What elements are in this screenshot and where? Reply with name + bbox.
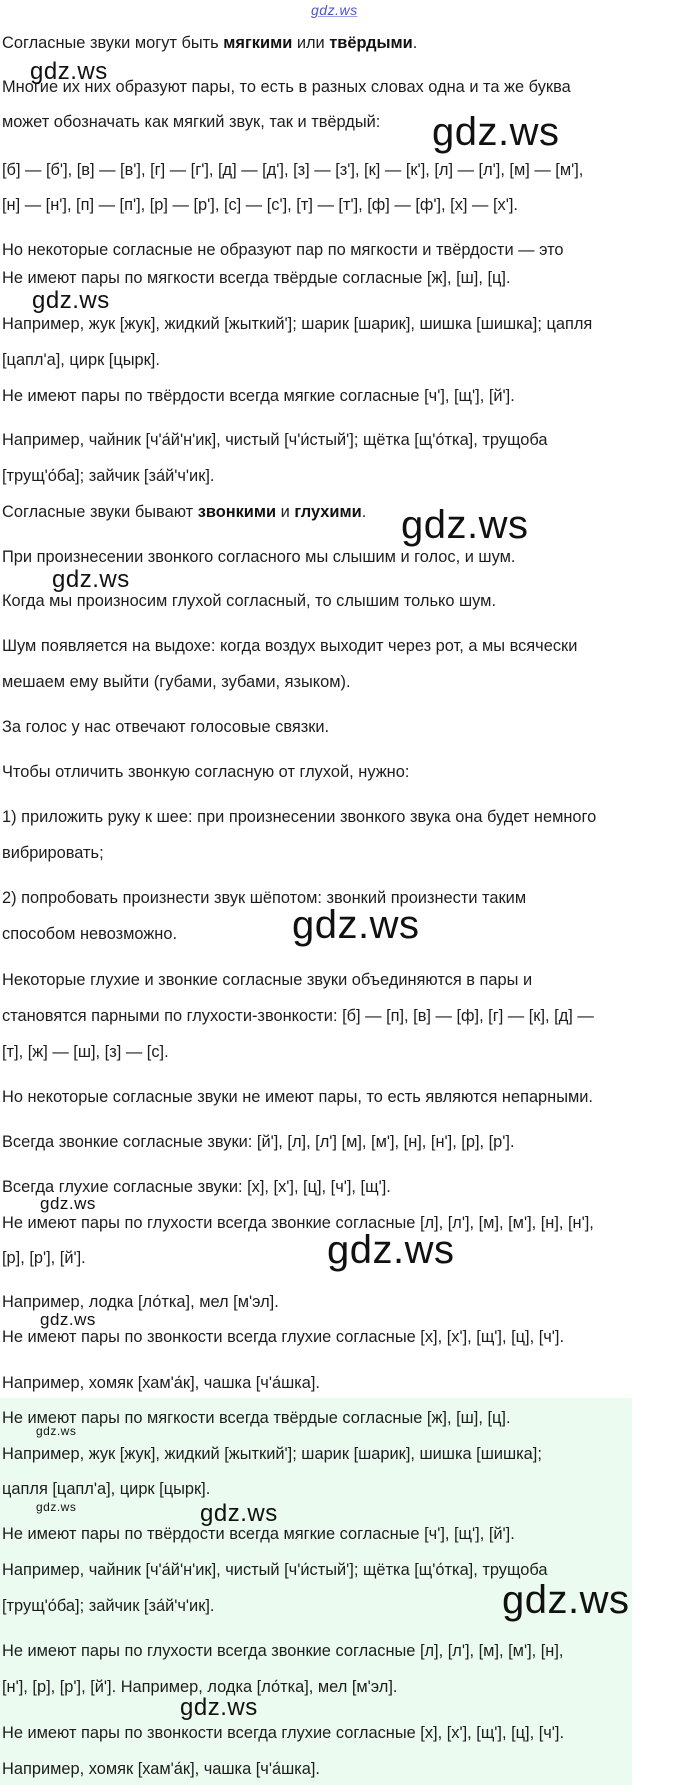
text-line: Когда мы произносим глухой согласный, то слышим только шум. xyxy=(2,592,497,610)
text-line: Например, чайник [ч'а́й'н'ик], чистый [ч'и́стый']; щётка [щ'о́тка], трущоба xyxy=(2,431,548,449)
text-line: Чтобы отличить звонкую согласную от глухой, нужно: xyxy=(2,763,410,781)
watermark: gdz.ws xyxy=(36,1500,77,1514)
text-line: становятся парными по глухости-звонкости: [б] — [п], [в] — [ф], [г] — [к], [д] — xyxy=(2,1007,594,1025)
text-line: Например, жук [жук], жидкий [жыткий']; шарик [шарик], шишка [шишка]; цапля xyxy=(2,315,593,333)
text-line: Но некоторые согласные звуки не имеют пары, то есть являются непарными. xyxy=(2,1088,593,1106)
text-span: и xyxy=(276,503,295,521)
watermark: gdz.ws xyxy=(32,287,110,314)
text-line: Всегда глухие согласные звуки: [х], [х'], [ц], [ч'], [щ']. xyxy=(2,1178,391,1196)
text-span: . xyxy=(361,503,367,521)
watermark: gdz.ws xyxy=(432,110,560,154)
watermark: gdz.ws xyxy=(200,1500,278,1527)
text-line xyxy=(2,502,678,522)
text-line: способом невозможно. xyxy=(2,925,178,943)
text-span: . xyxy=(412,34,418,52)
bold-term-voiceless: глухими xyxy=(294,503,362,521)
text-line: Не имеют пары по глухости всегда звонкие согласные [л], [л'], [м], [м'], [н], [н'], xyxy=(2,1214,594,1232)
watermark: gdz.ws xyxy=(36,1424,77,1438)
summary-line: [н'], [р], [р'], [й']. Например, лодка [ло́тка], мел [м'эл]. xyxy=(2,1678,398,1696)
summary-line: Например, хомяк [хам'а́к], чашка [ч'а́шка]. xyxy=(2,1760,320,1778)
text-line: Например, лодка [ло́тка], мел [м'эл]. xyxy=(2,1293,279,1311)
text-line: [н] — [н'], [п] — [п'], [р] — [р'], [с] — [с'], [т] — [т'], [ф] — [ф'], [х] — [х']. xyxy=(2,196,518,214)
summary-line: Не имеют пары по мягкости всегда твёрдые согласные [ж], [ш], [ц]. xyxy=(2,1409,511,1427)
text-line: Некоторые глухие и звонкие согласные звуки объединяются в пары и xyxy=(2,971,533,989)
watermark: gdz.ws xyxy=(40,1194,96,1213)
text-line: вибрировать; xyxy=(2,844,104,862)
watermark: gdz.ws xyxy=(30,58,108,85)
text-line: Шум появляется на выдохе: когда воздух выходит через рот, а мы всячески xyxy=(2,637,578,655)
watermark: gdz.ws xyxy=(40,1310,96,1329)
bold-term-hard: твёрдыми xyxy=(329,34,413,52)
text-line: [р], [р'], [й']. xyxy=(2,1249,86,1267)
summary-line: Не имеют пары по глухости всегда звонкие согласные [л], [л'], [м], [м'], [н], xyxy=(2,1642,564,1660)
watermark: gdz.ws xyxy=(401,503,529,547)
text-span: или xyxy=(292,34,330,52)
bold-term-voiced: звонкими xyxy=(197,503,277,521)
summary-line: [трущ'о́ба]; зайчик [за́й'ч'ик]. xyxy=(2,1597,215,1615)
text-line: [б] — [б'], [в] — [в'], [г] — [г'], [д] — [д'], [з] — [з'], [к] — [к'], [л] — [л'], [м] — [м'], xyxy=(2,161,584,179)
summary-line: Например, жук [жук], жидкий [жыткий']; шарик [шарик], шишка [шишка]; xyxy=(2,1445,542,1463)
text-line: 1) приложить руку к шее: при произнесении звонкого звука она будет немного xyxy=(2,808,597,826)
text-line: Всегда звонкие согласные звуки: [й'], [л], [л'] [м], [м'], [н], [н'], [р], [р']. xyxy=(2,1133,515,1151)
watermark: gdz.ws xyxy=(327,1228,455,1272)
watermark: gdz.ws xyxy=(180,1694,258,1721)
text-line: может обозначать как мягкий звук, так и твёрдый: xyxy=(2,113,381,131)
text-line: Не имеют пары по твёрдости всегда мягкие согласные [ч'], [щ'], [й']. xyxy=(2,387,515,405)
text-line: При произнесении звонкого согласного мы слышим и голос, и шум. xyxy=(2,548,516,566)
text-line: мешаем ему выйти (губами, зубами, языком). xyxy=(2,673,351,691)
text-span: Согласные звуки бывают xyxy=(2,503,198,521)
text-line: [трущ'о́ба]; зайчик [за́й'ч'ик]. xyxy=(2,467,215,485)
watermark: gdz.ws xyxy=(292,903,420,947)
summary-line: Не имеют пары по твёрдости всегда мягкие согласные [ч'], [щ'], [й']. xyxy=(2,1525,515,1543)
watermark-top: gdz.ws xyxy=(311,2,358,18)
summary-line: цапля [цапл'а], цирк [цырк]. xyxy=(2,1480,211,1498)
text-line xyxy=(2,33,678,53)
text-line: [цапл'а], цирк [цырк]. xyxy=(2,351,160,369)
watermark: gdz.ws xyxy=(52,566,130,593)
watermark: gdz.ws xyxy=(502,1578,630,1622)
text-line: Но некоторые согласные не образуют пар по мягкости и твёрдости — это xyxy=(2,241,564,259)
text-line: Многие их них образуют пары, то есть в разных словах одна и та же буква xyxy=(2,78,571,96)
text-line: 2) попробовать произнести звук шёпотом: звонкий произнести таким xyxy=(2,889,527,907)
text-line: [т], [ж] — [ш], [з] — [с]. xyxy=(2,1043,169,1061)
text-line: Не имеют пары по звонкости всегда глухие согласные [х], [х'], [щ'], [ц], [ч']. xyxy=(2,1328,565,1346)
text-span: Согласные звуки могут быть xyxy=(2,34,224,52)
bold-term-soft: мягкими xyxy=(223,34,293,52)
text-line: Не имеют пары по мягкости всегда твёрдые согласные [ж], [ш], [ц]. xyxy=(2,269,511,287)
text-line: За голос у нас отвечают голосовые связки. xyxy=(2,718,330,736)
summary-line: Например, чайник [ч'а́й'н'ик], чистый [ч'и́стый']; щётка [щ'о́тка], трущоба xyxy=(2,1561,548,1579)
text-line: Например, хомяк [хам'а́к], чашка [ч'а́шка]. xyxy=(2,1374,320,1392)
summary-line: Не имеют пары по звонкости всегда глухие согласные [х], [х'], [щ'], [ц], [ч']. xyxy=(2,1724,565,1742)
